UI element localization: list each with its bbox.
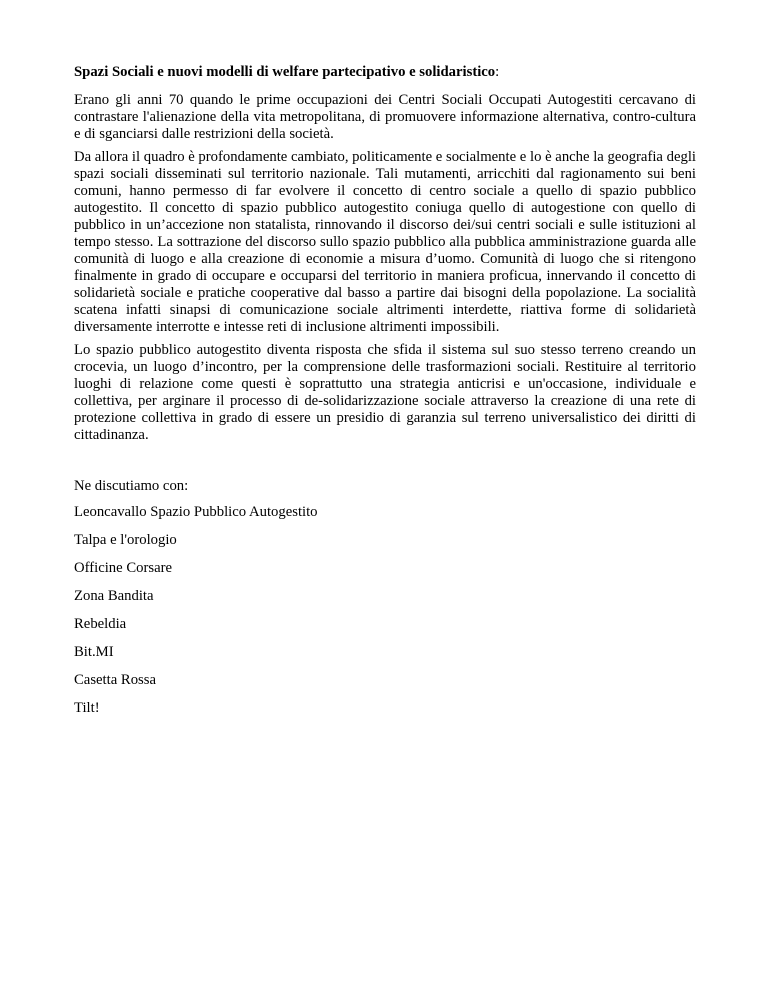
participant-item: Rebeldia: [74, 616, 127, 632]
participants-list: [74, 504, 696, 728]
section-spacer: [74, 450, 696, 478]
paragraph-response: Lo spazio pubblico autogestito diventa risposta che sfida il sistema sul suo stesso terreno creando un crocevia, un luogo d’incontro, per la comprensione delle trasformazioni sociali. Restituire al territorio luoghi di relazione come questi è soprattutto una strategia anticrisi e un'occasione, individuale e collettiva, per arginare il processo di de-solidarizzazione sociale attraverso la creazione di una rete di protezione collettiva in grado di essere un presidio di garanzia sul terreno universalistico dei diritti di cittadinanza.: [74, 342, 696, 443]
participant-item: Officine Corsare: [74, 560, 173, 576]
title-text: Spazi Sociali e nuovi modelli di welfare partecipativo e solidaristico: [74, 64, 496, 80]
title-colon: :: [495, 64, 500, 80]
document-title: [74, 64, 696, 81]
participant-item: Talpa e l'orologio: [74, 532, 177, 548]
participant-item: Bit.MI: [74, 644, 114, 660]
participant-item: Casetta Rossa: [74, 672, 156, 688]
document-page: [74, 64, 696, 728]
participant-item: Leoncavallo Spazio Pubblico Autogestito: [74, 504, 318, 520]
discussion-intro: Ne discutiamo con:: [74, 478, 189, 494]
participant-item: Tilt!: [74, 700, 100, 716]
participant-item: Zona Bandita: [74, 588, 154, 604]
paragraph-evolution: Da allora il quadro è profondamente cambiato, politicamente e socialmente e lo è anche la geografia degli spazi sociali disseminati sul territorio nazionale. Tali mutamenti, arricchiti dal ragionamento sui beni comuni, hanno permesso di far evolvere il concetto di centro sociale a quello di spazio pubblico autogestito. Il concetto di spazio pubblico autogestito coniuga quello di autogestione con quello di pubblico in un’accezione non statalista, rinnovando il discorso dei/sui centri sociali e sulle istituzioni al tempo stesso. La sottrazione del discorso sullo spazio pubblico alla pubblica amministrazione guarda alle comunità di luogo e alla creazione di economie a misura d’uomo. Comunità di luogo che si ritengono finalmente in grado di occupare e occuparsi del territorio in maniera proficua, innervando il concetto di solidarietà sociale e pratiche cooperative dal basso a partire dai bisogni della popolazione. La socialità scatena infatti sinapsi di comunicazione sociale altrimenti interdette, riattiva forme di solidarietà diversamente interrotte e intesse reti di inclusione altrimenti impossibili.: [74, 149, 696, 335]
paragraph-history: Erano gli anni 70 quando le prime occupazioni dei Centri Sociali Occupati Autogestiti cercavano di contrastare l'alienazione della vita metropolitana, di promuovere informazione alternativa, contro-cultura e di sganciarsi dalle restrizioni della società.: [74, 92, 696, 142]
